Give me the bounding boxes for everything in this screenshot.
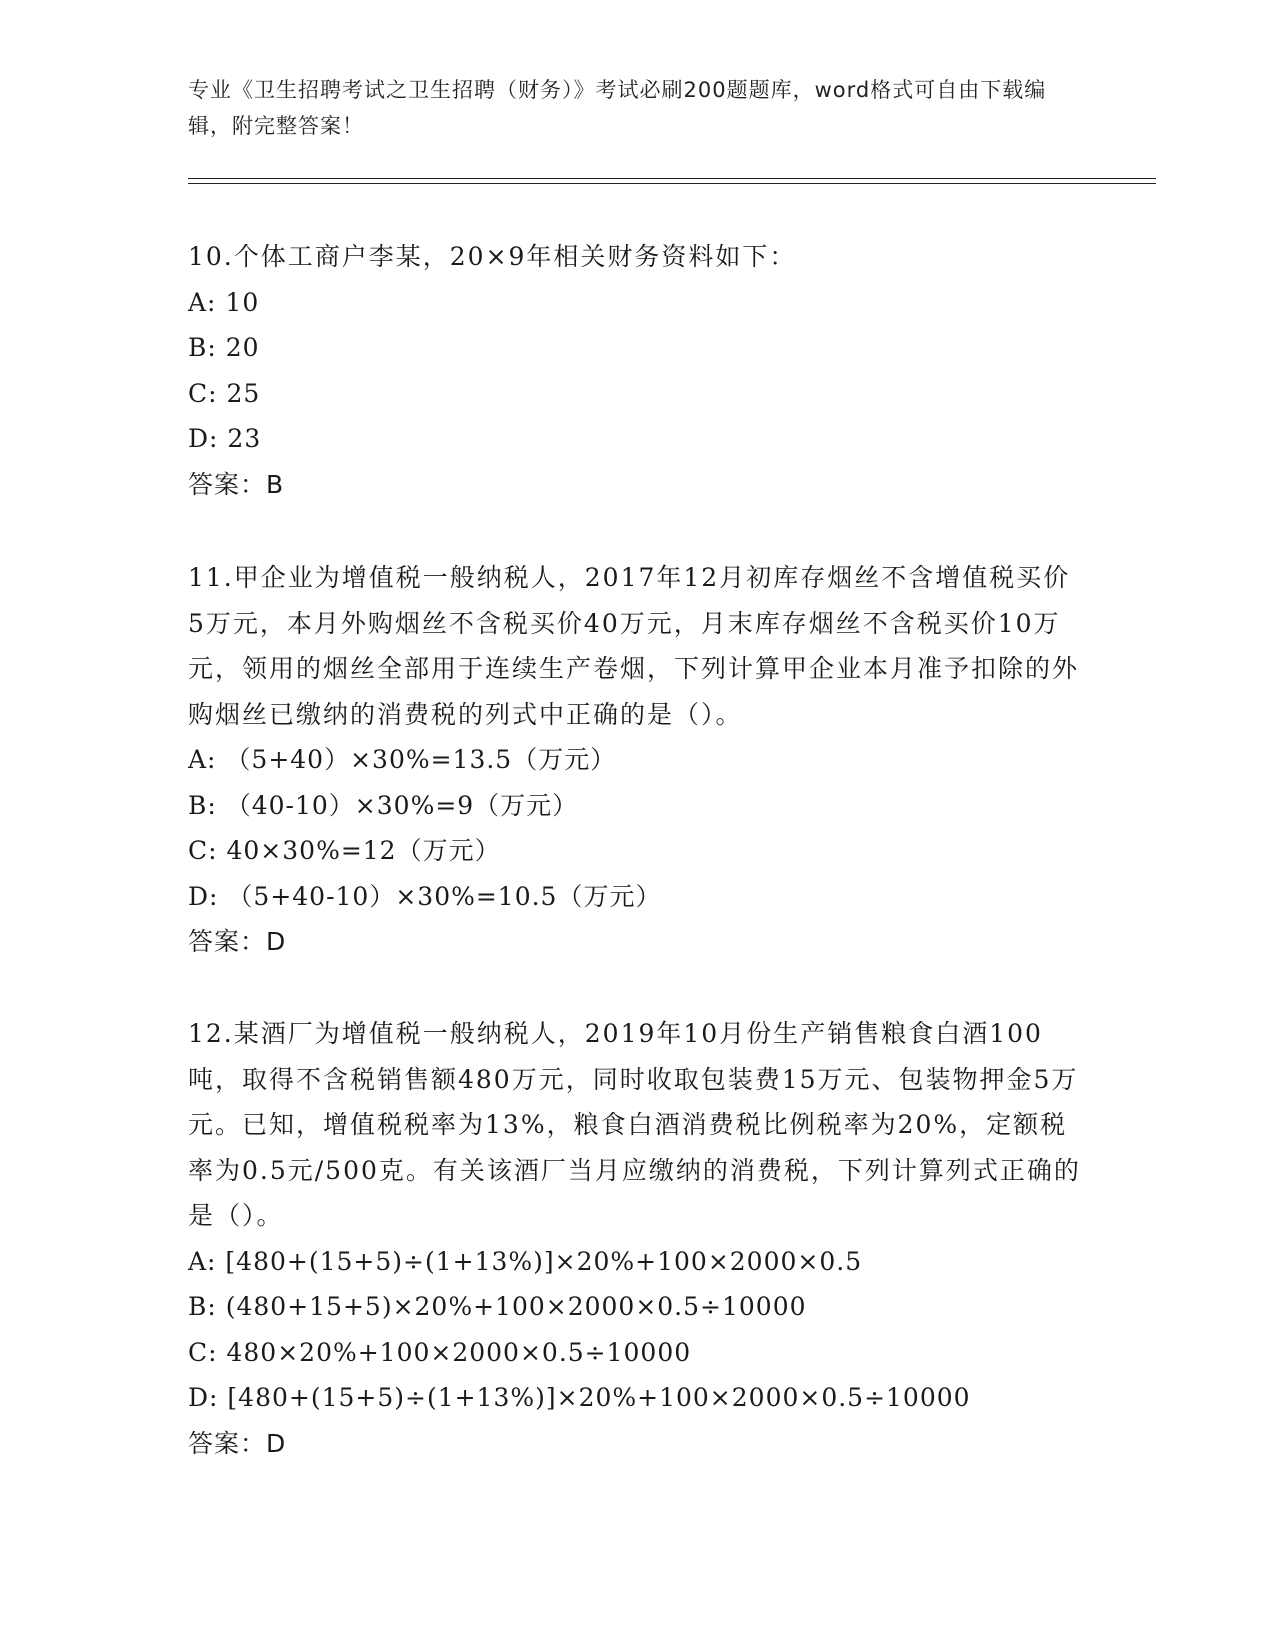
option-b: B: 20 [188, 333, 260, 362]
question-stem: 10.个体工商户李某，20×9年相关财务资料如下： [188, 242, 797, 271]
option-c: C: 40×30%=12（万元） [188, 836, 501, 865]
option-a: A: 10 [188, 287, 260, 317]
question-stem: 12.某酒厂为增值税一般纳税人，2019年10月份生产销售粮食白酒100吨，取得不含税销售额480万元，同时收取包装费15万元、包装物押金5万元。已知，增值税税率为13%，粮食白酒消费税比例税率为20%，定额税率为0.5元/500克。有关该酒厂当月应缴纳的消费税，下列计算列式正确的是（）。 [188, 1019, 1081, 1230]
question-12 [188, 1011, 1088, 1466]
header-divider-bottom [188, 183, 1156, 184]
question-10 [188, 234, 1088, 507]
question-11 [188, 555, 1088, 965]
question-answer: 答案：D [188, 1428, 287, 1458]
option-b: B: （40-10）×30%=9（万元） [188, 790, 579, 820]
header-divider-top [188, 178, 1156, 179]
option-b: B: (480+15+5)×20%+100×2000×0.5÷10000 [188, 1292, 807, 1321]
option-d: D: 23 [188, 424, 262, 453]
option-d: D: [480+(15+5)÷(1+13%)]×20%+100×2000×0.5÷10000 [188, 1383, 971, 1412]
question-stem: 11.甲企业为增值税一般纳税人，2017年12月初库存烟丝不含增值税买价5万元，本月外购烟丝不含税买价40万元，月末库存烟丝不含税买价10万元，领用的烟丝全部用于连续生产卷烟，下列计算甲企业本月准予扣除的外购烟丝已缴纳的消费税的列式中正确的是（）。 [188, 563, 1080, 729]
option-c: C: 25 [188, 378, 261, 408]
option-d: D: （5+40-10）×30%=10.5（万元） [188, 881, 662, 911]
option-a: A: （5+40）×30%=13.5（万元） [188, 745, 617, 774]
option-c: C: 480×20%+100×2000×0.5÷10000 [188, 1337, 692, 1367]
question-answer: 答案：B [188, 469, 285, 499]
option-a: A: [480+(15+5)÷(1+13%)]×20%+100×2000×0.5 [188, 1246, 863, 1276]
question-answer: 答案：D [188, 927, 287, 956]
document-intro: 专业《卫生招聘考试之卫生招聘（财务）》考试必刷200题题库，word格式可自由下载编辑，附完整答案！ [188, 78, 1047, 138]
